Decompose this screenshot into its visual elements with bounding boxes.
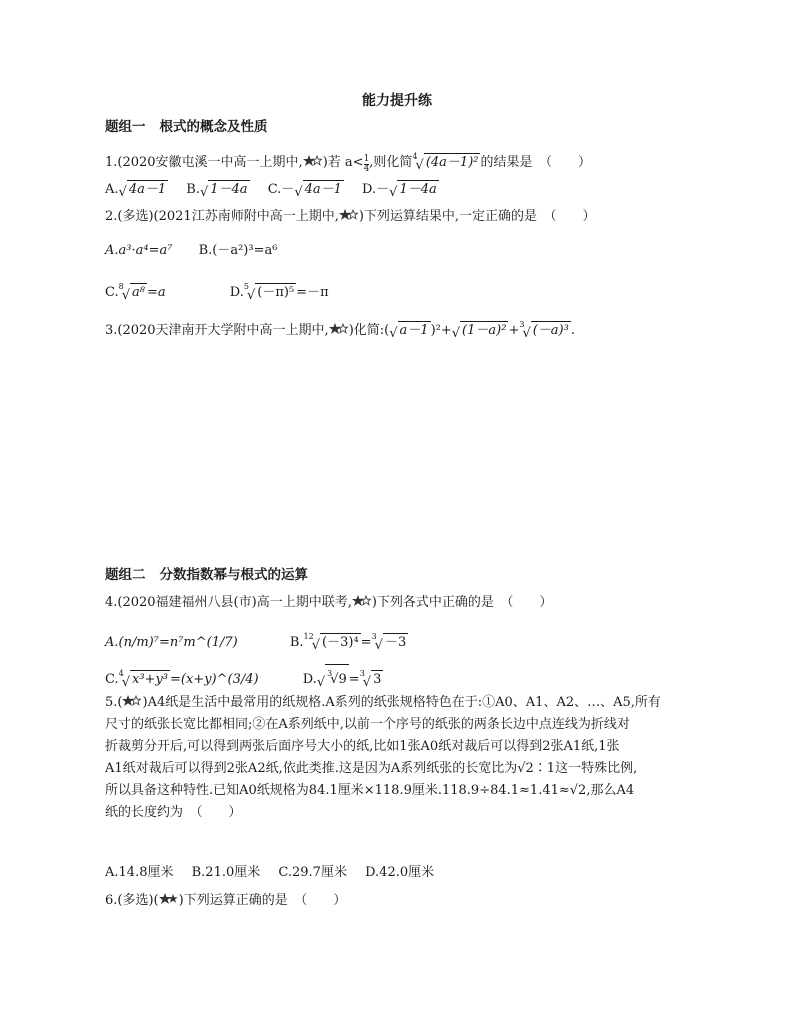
option-a — [105, 180, 168, 202]
question-1-stem — [105, 148, 591, 175]
radicand: (－3)⁴ — [322, 635, 359, 650]
radicand: (4a－1)² — [425, 155, 479, 170]
radicand: 9 — [338, 672, 347, 687]
q5-prefix: 5.( — [105, 695, 123, 710]
radical-sign: √ — [374, 638, 383, 653]
frac-denominator: 4 — [363, 164, 370, 174]
q5-line: A1纸对裁后可以得到2张A2纸,依此类推.这是因为A系列纸张的长宽比为√2∶1这一特殊比例, — [105, 761, 638, 776]
q3-stem-text: 3.(2020天津南开大学附中高一上期中, — [105, 323, 329, 338]
radical-index: 3 — [359, 669, 365, 678]
radicand: (－π)⁵ — [257, 285, 295, 300]
option-tail: = — [360, 635, 372, 650]
radicand: 3 — [373, 672, 382, 687]
radical-sign: √ — [316, 675, 326, 690]
option-label: C.－ — [267, 182, 295, 197]
question-5-options — [105, 864, 434, 882]
radicand: 1－4a — [399, 182, 437, 197]
radical-sign: √ — [389, 185, 398, 200]
option-a: A.(n/m)⁷=n⁷m^(1/7) — [105, 635, 238, 650]
radical-sign: √ — [451, 326, 461, 341]
q5-line: 所以具备这种特性.已知A0纸规格为84.1厘米×118.9厘米.118.9÷84.1≈1.41≈√2,那么A4 — [105, 783, 635, 798]
option-label: D.－ — [362, 182, 390, 197]
difficulty-star-icon — [303, 155, 323, 167]
radical-sign: √ — [389, 326, 398, 341]
q5-line: 纸的长度约为 （ ） — [105, 805, 242, 820]
q5-prefix: ) — [142, 695, 148, 710]
radical-index: 8 — [118, 282, 124, 291]
option-tail: =－π — [296, 285, 329, 300]
q3-stem-text: )化简:( — [348, 323, 390, 338]
radicand: －3 — [384, 635, 407, 650]
q6-stem-text: )下列运算正确的是 （ ） — [178, 893, 347, 908]
radical-sign: √ — [330, 672, 339, 687]
radical-sign: √ — [415, 158, 424, 173]
radical-sign: √ — [121, 288, 131, 303]
radical-sign: √ — [118, 185, 127, 200]
radical-sign: √ — [522, 326, 531, 341]
option-b: B.21.0厘米 — [191, 865, 261, 880]
option-label: C. — [105, 672, 119, 687]
radicand: (1－a)² — [462, 323, 507, 338]
question-4-options-ab — [105, 628, 408, 655]
q5-line — [105, 692, 700, 714]
q4-stem-text: 4.(2020福建福州八县(市)高一上期中联考, — [105, 595, 352, 610]
option-d — [362, 180, 439, 202]
radical-index: 3 — [327, 669, 333, 678]
question-1-options — [105, 180, 439, 202]
page-title: 能力提升练 — [362, 93, 432, 109]
radical-index: 3 — [371, 632, 377, 641]
q1-stem-text: ,则化简 — [369, 155, 413, 170]
section-name: 根式的概念及性质 — [159, 119, 268, 135]
q2-stem-text: )下列运算结果中,一定正确的是 （ ） — [358, 209, 596, 224]
q2-stem-text: 2.(多选)(2021江苏南师附中高一上期中, — [105, 209, 339, 224]
q4-stem-text: )下列各式中正确的是 （ ） — [371, 595, 553, 610]
q1-stem-text: 1.(2020安徽屯溪一中高一上期中, — [105, 155, 303, 170]
q5-text: A4纸是生活中最常用的纸规格.A系列的纸张规格特色在于:①A0、A1、A2、…、A5,所有 — [147, 695, 661, 710]
option-tail: =(x+y)^(3/4) — [170, 672, 259, 687]
section-name: 分数指数幂与根式的运算 — [159, 567, 308, 583]
question-4-stem — [105, 594, 552, 612]
difficulty-star-icon — [159, 893, 179, 905]
q3-stem-text: + — [508, 323, 520, 338]
option-label: B. — [186, 182, 200, 197]
radical-index: 4 — [118, 669, 124, 678]
option-c — [268, 180, 344, 202]
option-c — [105, 278, 166, 305]
q1-stem-text: 的结果是 （ ） — [480, 155, 591, 170]
option-b — [290, 628, 408, 655]
option-label: B. — [289, 635, 304, 650]
option-c: C.29.7厘米 — [278, 865, 347, 880]
radicand: (－a)³ — [532, 323, 569, 338]
frac-numerator: 1 — [363, 154, 370, 164]
radical-sign: √ — [362, 675, 372, 690]
question-6-stem — [105, 892, 346, 910]
option-a: A.14.8厘米 — [105, 865, 174, 880]
question-2-options-ab — [105, 242, 277, 260]
option-label: A. — [105, 182, 119, 197]
question-2-options-cd — [105, 278, 329, 305]
radicand: 1－4a — [210, 182, 248, 197]
option-d: D.42.0厘米 — [365, 865, 435, 880]
section-label: 题组二 — [105, 567, 146, 583]
question-2-stem — [105, 208, 596, 226]
radicand: a⁸ — [132, 285, 145, 300]
q5-line: 折裁剪分开后,可以得到两张后面序号大小的纸,比如1张A0纸对裁后可以得到2张A1纸,1张 — [105, 739, 620, 754]
radicand: 4a－1 — [128, 182, 167, 197]
option-d — [230, 278, 329, 305]
radical-sign: √ — [199, 185, 209, 200]
radical-index: 12 — [303, 632, 314, 641]
option-d — [303, 664, 384, 692]
option-c — [105, 665, 259, 692]
difficulty-star-icon — [352, 595, 372, 607]
section-heading-1 — [105, 118, 268, 136]
difficulty-star-icon — [329, 323, 349, 335]
option-tail: =a — [146, 285, 166, 300]
difficulty-star-icon — [122, 695, 142, 707]
option-b — [186, 180, 249, 202]
q3-stem-text: . — [570, 323, 575, 338]
option-a: A.a³·a⁴=a⁷ — [105, 243, 173, 258]
radical-index: 5 — [243, 282, 249, 291]
option-label: D. — [229, 285, 244, 300]
q3-stem-text: )²+ — [430, 323, 452, 338]
section-heading-2 — [105, 566, 308, 584]
radical-index: 4 — [412, 152, 418, 161]
radical-sign: √ — [294, 185, 303, 200]
option-tail: = — [348, 672, 360, 687]
radicand: x³+y³ — [132, 672, 169, 687]
question-5-paragraph — [105, 692, 700, 824]
radical-sign: √ — [121, 675, 131, 690]
question-3-stem — [105, 316, 575, 343]
radicand: a－1 — [399, 323, 429, 338]
option-label: C. — [105, 285, 119, 300]
q5-line: 尺寸的纸张长宽比都相同;②在A系列纸中,以前一个序号的纸张的两条长边中点连线为折线对 — [105, 717, 630, 732]
radical-sign: √ — [246, 288, 256, 303]
radicand: 4a－1 — [304, 182, 342, 197]
radical-sign: √ — [311, 638, 321, 653]
difficulty-star-icon — [339, 209, 359, 221]
section-label: 题组一 — [105, 119, 146, 135]
option-label: D. — [302, 672, 317, 687]
q1-stem-text: )若 a< — [322, 155, 364, 170]
radical-index: 3 — [519, 320, 525, 329]
option-b: B.(－a²)³=a⁶ — [198, 243, 278, 258]
q6-stem-text: 6.(多选)( — [105, 893, 159, 908]
question-4-options-cd — [105, 664, 383, 692]
